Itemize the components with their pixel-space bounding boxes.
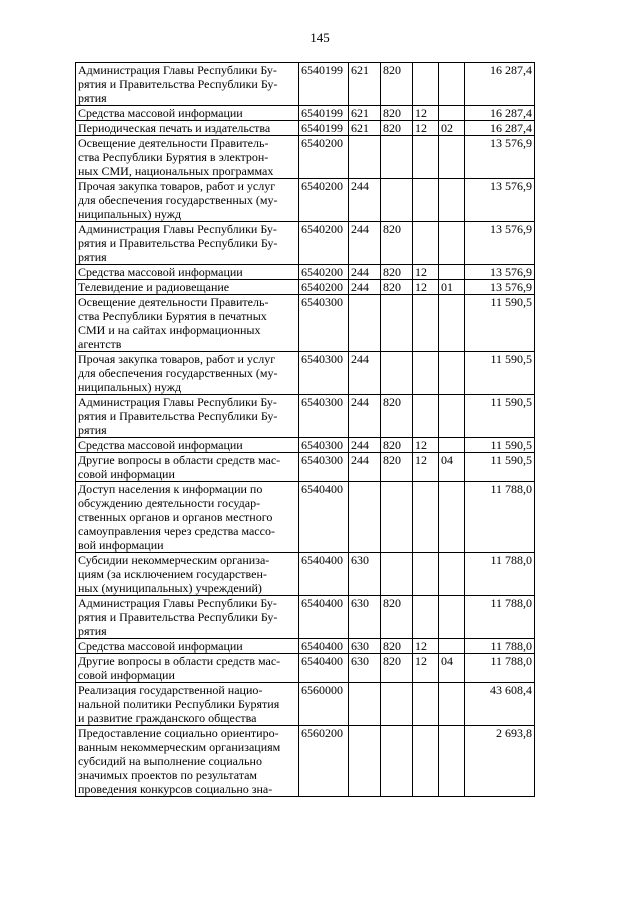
cell-rz [413, 553, 439, 596]
table-row [76, 553, 535, 596]
cell-vr: 244 [349, 222, 381, 265]
cell-sum: 16 287,4 [465, 106, 535, 121]
cell-name: Периодическая печать и издательства [76, 121, 299, 136]
cell-grbs: 820 [381, 438, 413, 453]
cell-pr: 04 [439, 453, 465, 482]
cell-rz [413, 352, 439, 395]
cell-pr [439, 179, 465, 222]
cell-sum: 11 590,5 [465, 438, 535, 453]
cell-csr: 6540200 [299, 179, 349, 222]
cell-name: Освещение деятельности Правитель- ства Республики Бурятия в печатных СМИ и на сайтах информационных агентств [76, 295, 299, 352]
cell-pr [439, 553, 465, 596]
cell-pr [439, 106, 465, 121]
cell-vr [349, 726, 381, 797]
cell-pr: 01 [439, 280, 465, 295]
cell-rz: 12 [413, 280, 439, 295]
cell-sum: 11 590,5 [465, 352, 535, 395]
cell-sum: 13 576,9 [465, 222, 535, 265]
cell-grbs [381, 352, 413, 395]
cell-rz: 12 [413, 639, 439, 654]
table-row [76, 482, 535, 553]
table-row [76, 352, 535, 395]
cell-rz [413, 222, 439, 265]
cell-name: Телевидение и радиовещание [76, 280, 299, 295]
cell-grbs: 820 [381, 453, 413, 482]
table-row [76, 265, 535, 280]
cell-name: Средства массовой информации [76, 265, 299, 280]
cell-csr: 6540300 [299, 395, 349, 438]
cell-vr: 244 [349, 438, 381, 453]
cell-csr: 6540300 [299, 352, 349, 395]
cell-pr [439, 352, 465, 395]
cell-rz: 12 [413, 438, 439, 453]
cell-name: Прочая закупка товаров, работ и услуг для обеспечения государственных (му- ниципальных) нужд [76, 352, 299, 395]
cell-csr: 6540200 [299, 280, 349, 295]
cell-csr: 6540400 [299, 482, 349, 553]
table-row [76, 453, 535, 482]
cell-grbs [381, 179, 413, 222]
cell-name: Прочая закупка товаров, работ и услуг для обеспечения государственных (му- ниципальных) нужд [76, 179, 299, 222]
cell-csr: 6540200 [299, 222, 349, 265]
cell-grbs [381, 683, 413, 726]
cell-csr: 6540400 [299, 596, 349, 639]
cell-name: Администрация Главы Республики Бу- рятия и Правительства Республики Бу- рятия [76, 222, 299, 265]
cell-vr: 244 [349, 352, 381, 395]
cell-rz: 12 [413, 654, 439, 683]
cell-pr: 02 [439, 121, 465, 136]
cell-name: Другие вопросы в области средств мас- совой информации [76, 654, 299, 683]
cell-sum: 13 576,9 [465, 179, 535, 222]
table-row [76, 136, 535, 179]
cell-pr [439, 726, 465, 797]
cell-name: Реализация государственной нацио- нальной политики Республики Бурятия и развитие гражданского общества [76, 683, 299, 726]
cell-vr: 630 [349, 596, 381, 639]
cell-sum: 16 287,4 [465, 121, 535, 136]
cell-sum: 11 590,5 [465, 453, 535, 482]
table-row [76, 654, 535, 683]
cell-vr: 621 [349, 106, 381, 121]
cell-name: Средства массовой информации [76, 438, 299, 453]
cell-pr: 04 [439, 654, 465, 683]
cell-vr: 621 [349, 63, 381, 106]
cell-sum: 16 287,4 [465, 63, 535, 106]
cell-grbs: 820 [381, 222, 413, 265]
cell-vr [349, 136, 381, 179]
cell-grbs [381, 136, 413, 179]
cell-vr [349, 295, 381, 352]
cell-pr [439, 596, 465, 639]
cell-rz [413, 136, 439, 179]
cell-rz [413, 596, 439, 639]
cell-rz: 12 [413, 106, 439, 121]
cell-grbs: 820 [381, 280, 413, 295]
table-row [76, 295, 535, 352]
cell-csr: 6540300 [299, 295, 349, 352]
cell-pr [439, 222, 465, 265]
page-number: 145 [310, 30, 330, 45]
table-row [76, 63, 535, 106]
cell-name: Субсидии некоммерческим организа- циям (за исключением государствен- ных (муниципальных) учреждений) [76, 553, 299, 596]
cell-csr: 6560000 [299, 683, 349, 726]
table-row [76, 596, 535, 639]
cell-grbs [381, 726, 413, 797]
cell-name: Доступ населения к информации по обсуждению деятельности государ- ственных органов и органов местного самоуправления через средства массо- вой информации [76, 482, 299, 553]
cell-csr: 6540199 [299, 63, 349, 106]
cell-sum: 2 693,8 [465, 726, 535, 797]
table-row [76, 683, 535, 726]
cell-grbs: 820 [381, 654, 413, 683]
cell-csr: 6540199 [299, 121, 349, 136]
cell-csr: 6540200 [299, 265, 349, 280]
table-row [76, 438, 535, 453]
cell-sum: 11 788,0 [465, 596, 535, 639]
cell-grbs: 820 [381, 63, 413, 106]
budget-table-body [76, 63, 535, 797]
table-row [76, 280, 535, 295]
cell-sum: 11 590,5 [465, 395, 535, 438]
cell-grbs: 820 [381, 265, 413, 280]
cell-grbs: 820 [381, 639, 413, 654]
cell-rz [413, 63, 439, 106]
cell-name: Предоставление социально ориентиро- ванным некоммерческим организациям субсидий на выполнение социально значимых проектов по результатам проведения конкурсов социально зна- [76, 726, 299, 797]
cell-pr [439, 265, 465, 280]
cell-sum: 11 788,0 [465, 654, 535, 683]
cell-vr: 244 [349, 453, 381, 482]
cell-pr [439, 683, 465, 726]
cell-vr: 244 [349, 280, 381, 295]
cell-csr: 6560200 [299, 726, 349, 797]
cell-csr: 6540400 [299, 639, 349, 654]
cell-sum: 13 576,9 [465, 265, 535, 280]
cell-rz: 12 [413, 453, 439, 482]
cell-csr: 6540199 [299, 106, 349, 121]
table-row [76, 726, 535, 797]
table-row [76, 222, 535, 265]
cell-rz: 12 [413, 265, 439, 280]
cell-pr [439, 482, 465, 553]
cell-sum: 11 788,0 [465, 639, 535, 654]
cell-name: Администрация Главы Республики Бу- рятия и Правительства Республики Бу- рятия [76, 596, 299, 639]
cell-rz [413, 395, 439, 438]
cell-csr: 6540300 [299, 438, 349, 453]
cell-name: Администрация Главы Республики Бу- рятия и Правительства Республики Бу- рятия [76, 63, 299, 106]
cell-name: Другие вопросы в области средств мас- совой информации [76, 453, 299, 482]
cell-grbs [381, 553, 413, 596]
cell-pr [439, 63, 465, 106]
cell-pr [439, 395, 465, 438]
cell-grbs [381, 295, 413, 352]
cell-rz [413, 179, 439, 222]
table-row [76, 106, 535, 121]
cell-vr [349, 683, 381, 726]
cell-rz [413, 683, 439, 726]
cell-vr: 630 [349, 654, 381, 683]
table-row [76, 179, 535, 222]
cell-sum: 11 788,0 [465, 482, 535, 553]
cell-grbs [381, 482, 413, 553]
cell-vr: 244 [349, 395, 381, 438]
cell-sum: 13 576,9 [465, 280, 535, 295]
cell-vr: 244 [349, 265, 381, 280]
cell-vr: 630 [349, 639, 381, 654]
cell-rz: 12 [413, 121, 439, 136]
cell-vr [349, 482, 381, 553]
cell-grbs: 820 [381, 596, 413, 639]
table-row [76, 121, 535, 136]
table-row [76, 639, 535, 654]
cell-pr [439, 136, 465, 179]
cell-pr [439, 639, 465, 654]
cell-name: Администрация Главы Республики Бу- рятия и Правительства Республики Бу- рятия [76, 395, 299, 438]
cell-grbs: 820 [381, 121, 413, 136]
cell-vr: 244 [349, 179, 381, 222]
cell-pr [439, 438, 465, 453]
cell-name: Освещение деятельности Правитель- ства Республики Бурятия в электрон- ных СМИ, национальных программах [76, 136, 299, 179]
cell-vr: 621 [349, 121, 381, 136]
cell-sum: 13 576,9 [465, 136, 535, 179]
cell-csr: 6540300 [299, 453, 349, 482]
cell-csr: 6540400 [299, 553, 349, 596]
cell-rz [413, 295, 439, 352]
cell-sum: 11 788,0 [465, 553, 535, 596]
cell-sum: 43 608,4 [465, 683, 535, 726]
cell-sum: 11 590,5 [465, 295, 535, 352]
cell-pr [439, 295, 465, 352]
cell-rz [413, 726, 439, 797]
budget-table [75, 62, 535, 797]
cell-rz [413, 482, 439, 553]
cell-csr: 6540200 [299, 136, 349, 179]
cell-csr: 6540400 [299, 654, 349, 683]
cell-name: Средства массовой информации [76, 639, 299, 654]
cell-grbs: 820 [381, 106, 413, 121]
cell-grbs: 820 [381, 395, 413, 438]
cell-vr: 630 [349, 553, 381, 596]
cell-name: Средства массовой информации [76, 106, 299, 121]
table-row [76, 395, 535, 438]
